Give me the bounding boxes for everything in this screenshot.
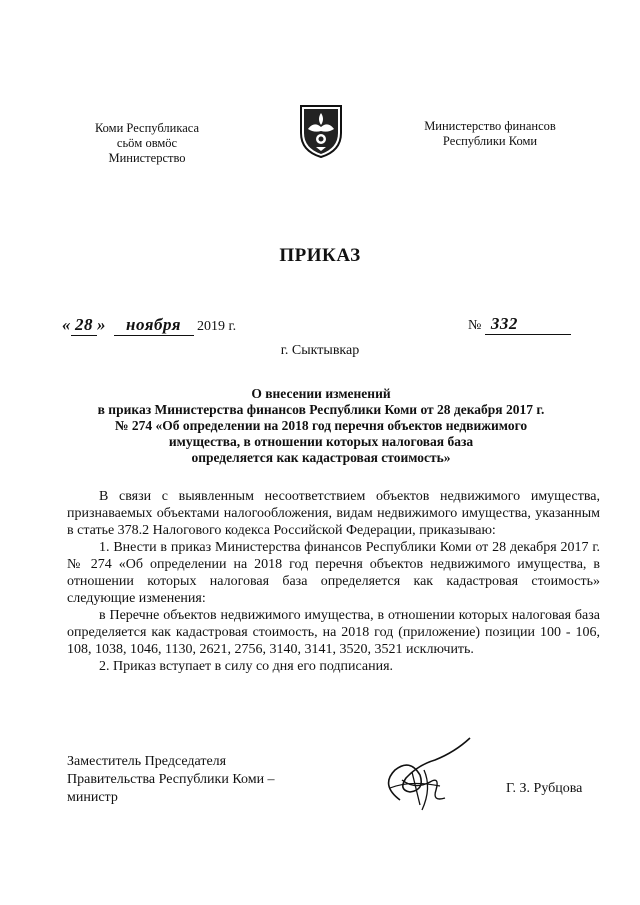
body-paragraph: В связи с выявленным несоответствием объектов недвижимого имущества, признаваемых объектами налогообложения, видам недвижимого имущества, указанным в статье 378.2 Налогового кодекса Российской Федерации, приказываю: [67, 489, 600, 538]
position-line: министр [67, 790, 118, 805]
body-paragraph: в Перечне объектов недвижимого имущества, в отношении которых налоговая база определяется как кадастровая стоимость, на 2018 год (приложение) позиции 100 - 106, 108, 1038, 1046, 1130, 2621, 2756, 3140, 3141, 3520, 3521 исключить. [67, 608, 600, 657]
date-month: ноября [114, 315, 194, 336]
city: г. Сыктывкар [280, 343, 360, 358]
header-right-block [410, 119, 570, 149]
header-right-line: Республики Коми [442, 134, 538, 148]
handwritten-signature-icon [340, 730, 490, 820]
document-title: ПРИКАЗ [279, 245, 361, 266]
subject-line: № 274 «Об определении на 2018 год перечня объектов недвижимого [114, 418, 528, 433]
signatory-name: Г. З. Рубцова [506, 781, 583, 796]
number-value: 332 [485, 314, 571, 335]
subject-line: О внесении изменений [251, 386, 391, 401]
date-open-quote: « [62, 315, 71, 334]
order-date [62, 315, 236, 336]
subject-line: определяется как кадастровая стоимость» [191, 450, 451, 465]
date-close-quote: » [97, 315, 106, 334]
order-number [468, 314, 571, 335]
subject-line: имущества, в отношении которых налоговая база [168, 434, 474, 449]
date-day: 28 [71, 315, 97, 336]
order-subject [60, 386, 582, 466]
position-line: Правительства Республики Коми – [67, 772, 275, 787]
position-line: Заместитель Председателя [67, 754, 227, 769]
signatory-position [67, 753, 275, 807]
body-paragraph: 2. Приказ вступает в силу со дня его подписания. [99, 659, 394, 674]
header-left-line: Коми Республикаса [94, 121, 200, 135]
body-paragraph: 1. Внести в приказ Министерства финансов Республики Коми от 28 декабря 2017 г. № 274 «Об определении на 2018 год перечня объектов недвижимого имущества, в отношении которых налоговая база определяется как кадастровая стоимость» следующие изменения: [67, 540, 600, 606]
header-left-block [62, 121, 232, 166]
order-body [67, 488, 600, 675]
number-label: № [468, 318, 482, 333]
header-left-line: Министерство [108, 151, 186, 165]
header-left-line: сьӧм овмӧс [116, 136, 178, 150]
header-right-line: Министерство финансов [424, 119, 556, 133]
date-year: 2019 г. [197, 319, 237, 334]
coat-of-arms-icon [296, 103, 346, 159]
subject-line: в приказ Министерства финансов Республики Коми от 28 декабря 2017 г. [97, 402, 545, 417]
